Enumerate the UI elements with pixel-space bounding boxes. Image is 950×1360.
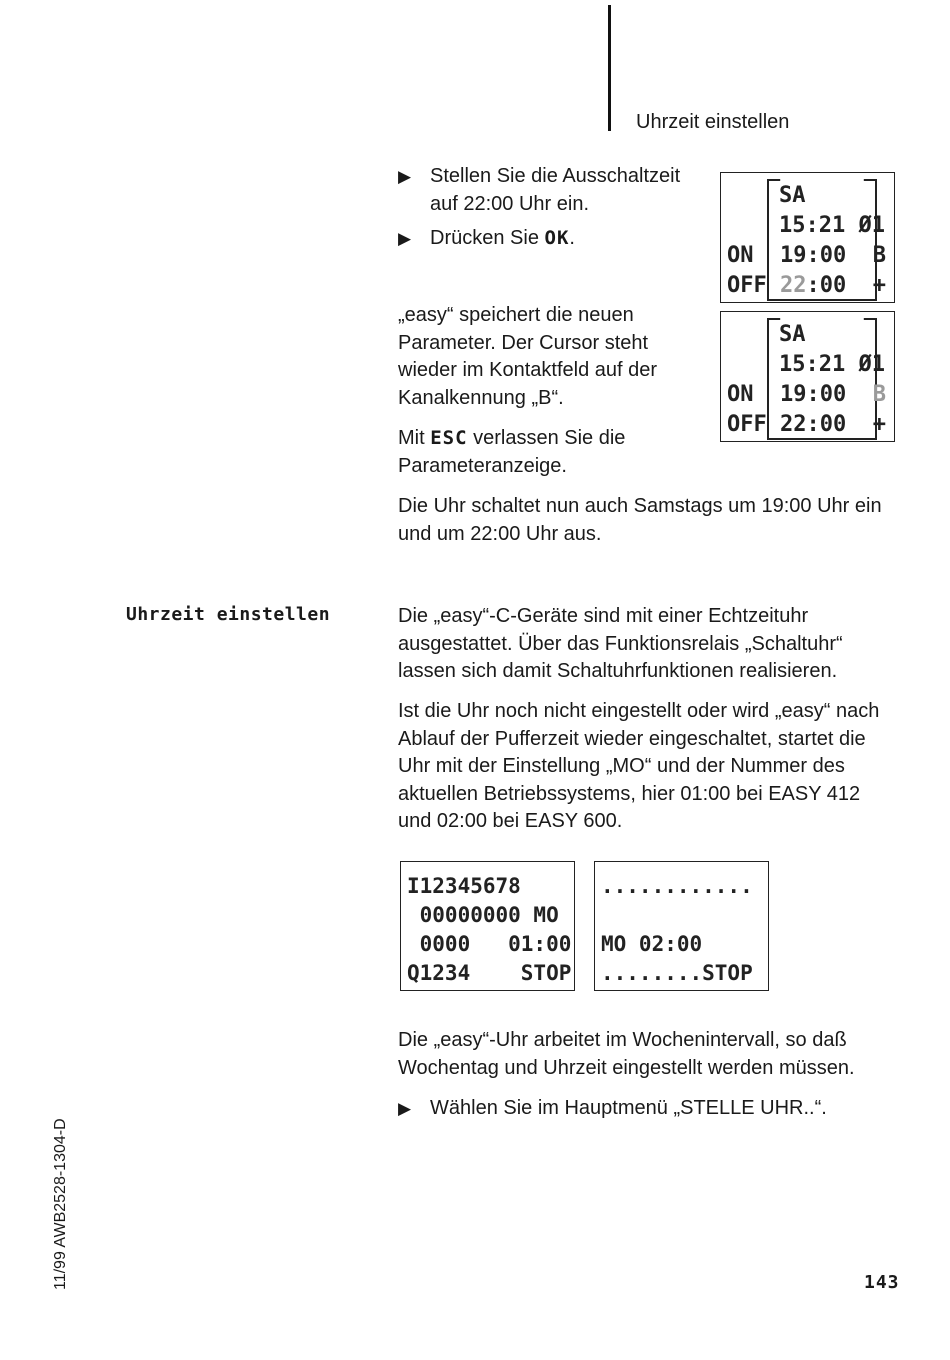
running-header: Uhrzeit einstellen	[636, 111, 790, 133]
list-item	[398, 1095, 908, 1123]
section-heading: Uhrzeit einstellen	[126, 604, 331, 625]
step-text: Stellen Sie die Ausschaltzeit auf 22:00 Uhr ein.	[430, 165, 681, 215]
lcd-row-input-states: 00000000 MO	[407, 903, 559, 927]
paragraph: Ist die Uhr noch nicht eingestellt oder wird „easy“ nach Ablauf der Pufferzeit wieder eingeschaltet, startet die Uhr mit der Einstellung „MO“ und der Nummer des aktuellen Betriebssystems, hier 01:00 bei EASY 412 und 02:00 bei EASY 600.	[398, 700, 880, 832]
bullet-arrow-icon: ▶	[398, 1099, 412, 1118]
bullet-arrow-icon: ▶	[398, 229, 412, 248]
lcd-row-blank	[601, 903, 614, 927]
lcd-row-day: SA	[779, 322, 806, 347]
step-list-top	[398, 163, 708, 253]
paragraph: Mit ESC verlassen Sie die Parameteranzeige.	[398, 427, 626, 477]
lcd-display-saved	[720, 311, 895, 442]
lcd-display-off-time-editing	[720, 172, 895, 303]
lcd-row-on: ON 19:00 B	[727, 243, 886, 268]
step-text: Wählen Sie im Hauptmenü „STELLE UHR..“.	[430, 1097, 827, 1119]
list-item	[398, 163, 708, 218]
paragraph: Die „easy“-C-Geräte sind mit einer Echtzeituhr ausgestattet. Über das Funktionsrelais „Schaltuhr“ lassen sich damit Schaltuhrfunktionen realisieren.	[398, 605, 843, 682]
lcd-row-off: OFF 22:00 +	[727, 273, 886, 298]
lcd-row-outputs: ........STOP	[601, 961, 753, 985]
lcd-display-status-easy412	[400, 861, 575, 991]
lcd-row-inputs: I12345678	[407, 874, 521, 898]
header-rule	[608, 5, 611, 131]
paragraph: Die „easy“-Uhr arbeitet im Wochenintervall, so daß Wochentag und Uhrzeit eingestellt werden müssen.	[398, 1029, 855, 1079]
lcd-row-off: OFF 22:00 +	[727, 412, 886, 437]
document-id: 11/99 AWB2528-1304-D	[52, 1118, 69, 1290]
cursor-highlight: 22	[780, 273, 807, 298]
paragraph: Die Uhr schaltet nun auch Samstags um 19:00 Uhr ein und um 22:00 Uhr aus.	[398, 495, 882, 545]
lcd-row-time: MO 02:00	[601, 932, 703, 956]
page-number: 143	[864, 1272, 900, 1293]
lcd-row-on: ON 19:00 B	[727, 382, 886, 407]
lcd-display-status-easy600	[594, 861, 769, 991]
bullet-arrow-icon: ▶	[398, 167, 412, 186]
step-text: Drücken Sie OK.	[430, 227, 575, 249]
list-item	[398, 225, 708, 253]
lcd-row-clock: 15:21 Ø1	[779, 213, 885, 238]
lcd-row-outputs: Q1234 STOP	[407, 961, 572, 985]
key-esc: ESC	[430, 427, 468, 449]
cursor-highlight: B	[872, 382, 886, 407]
lcd-row-clock: 15:21 Ø1	[779, 352, 885, 377]
lcd-row-inputs: ............	[601, 874, 753, 898]
lcd-row-time: 0000 01:00	[407, 932, 572, 956]
paragraph: „easy“ speichert die neuen Parameter. Der Cursor steht wieder im Kontaktfeld auf der Kanalkennung „B“.	[398, 304, 658, 409]
lcd-row-day: SA	[779, 183, 806, 208]
key-ok: OK	[544, 227, 570, 249]
